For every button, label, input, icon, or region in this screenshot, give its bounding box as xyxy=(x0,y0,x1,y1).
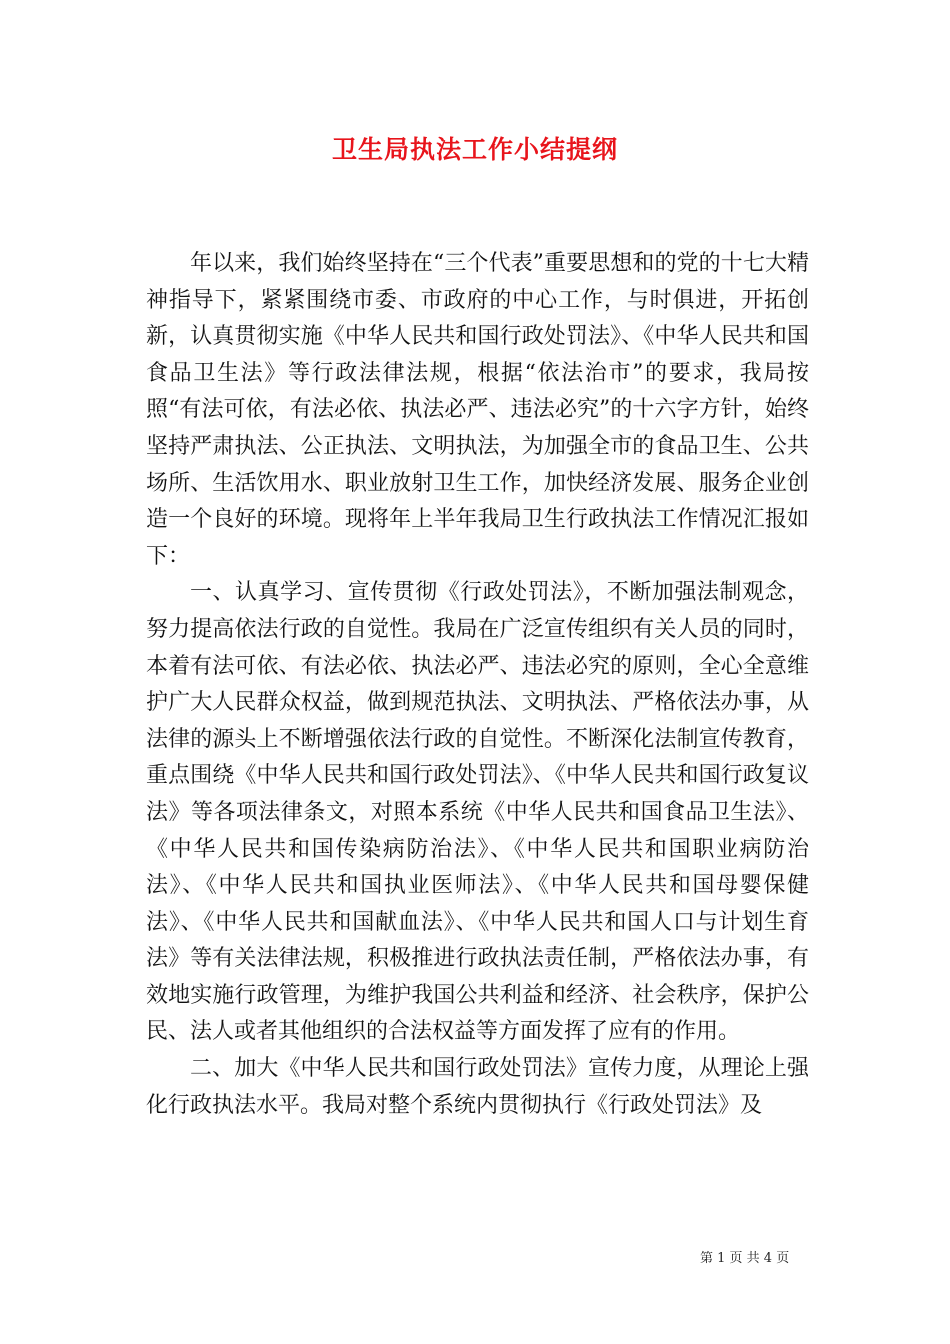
paragraph-section-1: 一、认真学习、宣传贯彻《行政处罚法》，不断加强法制观念，努力提高依法行政的自觉性。我局在广泛宣传组织有关人员的同时，本着有法可依、有法必依、执法必严、违法必究的原则，全心全意维护广大人民群众权益，做到规范执法、文明执法、严格依法办事，从法律的源头上不断增强依法行政的自觉性。不断深化法制宣传教育，重点围绕《中华人民共和国行政处罚法》、《中华人民共和国行政复议法》等各项法律条文，对照本系统《中华人民共和国食品卫生法》、《中华人民共和国传染病防治法》、《中华人民共和国职业病防治法》、《中华人民共和国执业医师法》、《中华人民共和国母婴保健法》、《中华人民共和国献血法》、《中华人民共和国人口与计划生育法》等有关法律法规，积极推进行政执法责任制，严格依法办事，有效地实施行政管理，为维护我国公共利益和经济、社会秩序，保护公民、法人或者其他组织的合法权益等方面发挥了应有的作用。 xyxy=(146,580,809,1045)
document-body xyxy=(146,246,809,1124)
paragraph-intro: 年以来，我们始终坚持在“三个代表”重要思想和的党的十七大精神指导下，紧紧围绕市委、市政府的中心工作，与时俱进，开拓创新，认真贯彻实施《中华人民共和国行政处罚法》、《中华人民共和国食品卫生法》等行政法律法规，根据“依法治市”的要求，我局按照“有法可依，有法必依、执法必严、违法必究”的十六字方针，始终坚持严肃执法、公正执法、文明执法，为加强全市的食品卫生、公共场所、生活饮用水、职业放射卫生工作，加快经济发展、服务企业创造一个良好的环境。现将年上半年我局卫生行政执法工作情况汇报如下： xyxy=(146,251,809,569)
paragraph-section-2: 二、加大《中华人民共和国行政处罚法》宣传力度，从理论上强化行政执法水平。我局对整个系统内贯彻执行《行政处罚法》及 xyxy=(146,1056,809,1118)
page-number-footer: 第 1 页 共 4 页 xyxy=(700,1251,790,1266)
document-title: 卫生局执法工作小结提纲 xyxy=(331,135,618,164)
